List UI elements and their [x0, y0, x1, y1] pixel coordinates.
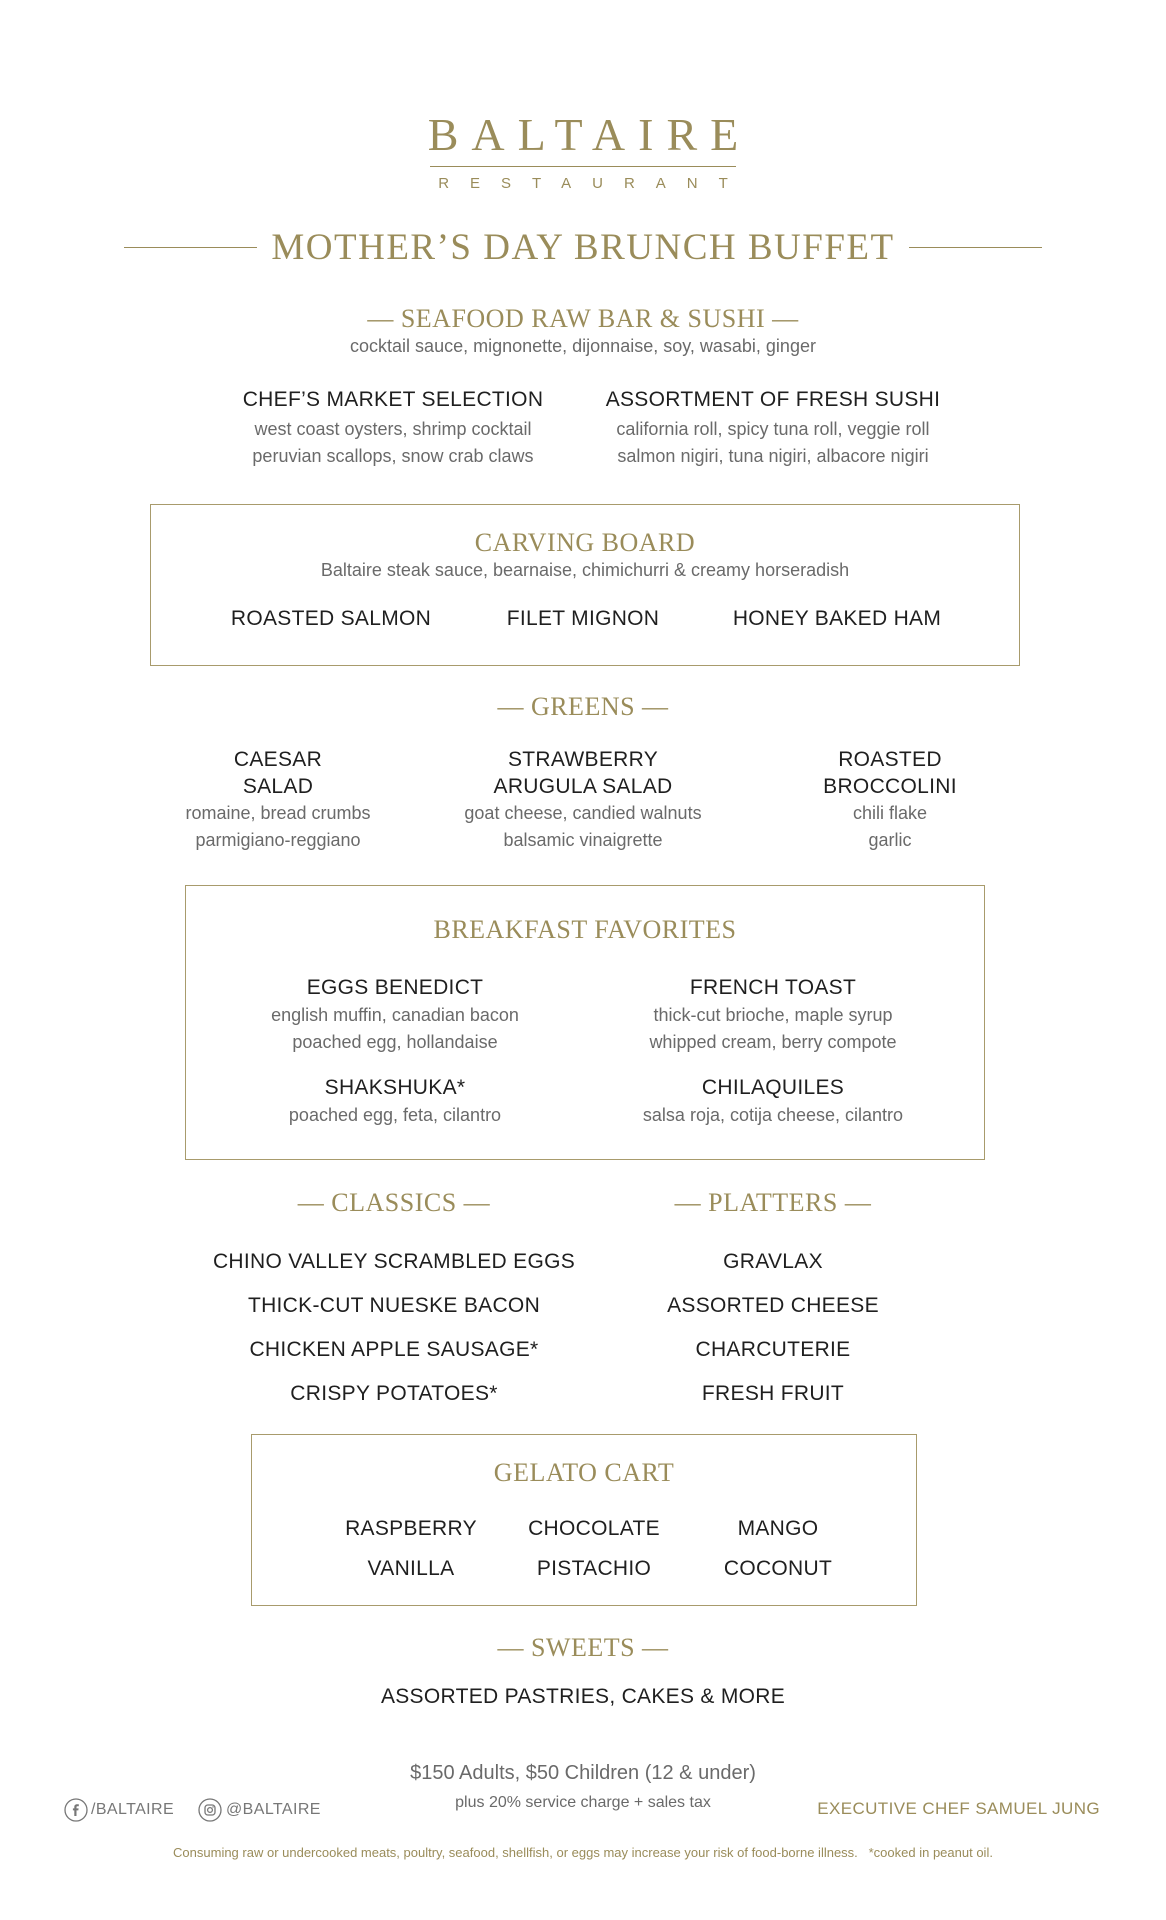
item-name: EGGS BENEDICT [306, 976, 484, 999]
title-rule-left [124, 247, 257, 248]
section-title-classics: — CLASSICS — [297, 1188, 491, 1217]
seafood-column-market [213, 388, 573, 470]
greens-item-caesar [128, 746, 428, 854]
instagram-link[interactable]: @BALTAIRE [226, 1801, 321, 1818]
item-description: west coast oysters, shrimp cocktail [254, 419, 532, 439]
item-description: poached egg, feta, cilantro [288, 1105, 502, 1125]
item-name: CHILAQUILES [701, 1076, 845, 1099]
classics-item: CRISPY POTATOES* [290, 1382, 498, 1405]
platters-item: CHARCUTERIE [695, 1338, 851, 1361]
health-disclaimer: Consuming raw or undercooked meats, poultry, seafood, shellfish, or eggs may increase your risk of food-borne illness. *cooked in peanut oil. [173, 1845, 993, 1860]
breakfast-item-french-toast [608, 974, 938, 1056]
item-name: ASSORTMENT OF FRESH SUSHI [605, 388, 941, 411]
section-title-sweets: — SWEETS — [497, 1633, 669, 1662]
gelato-flavor: CHOCOLATE [528, 1517, 660, 1540]
gelato-flavor: COCONUT [723, 1557, 833, 1580]
item-name: STRAWBERRY [507, 748, 659, 771]
service-charge-note: plus 20% service charge + sales tax [455, 1794, 711, 1811]
platters-item: FRESH FRUIT [701, 1382, 845, 1405]
gelato-flavor: VANILLA [367, 1557, 455, 1580]
item-description: parmigiano-reggiano [195, 830, 361, 850]
sweets-section [0, 1633, 1166, 1709]
item-description: goat cheese, candied walnuts [464, 803, 702, 823]
carving-board-section [150, 528, 1020, 581]
greens-item-broccolini [740, 746, 1040, 854]
item-description: balsamic vinaigrette [503, 830, 663, 850]
seafood-section [0, 304, 1166, 357]
item-description: whipped cream, berry compote [649, 1032, 897, 1052]
breakfast-section [185, 915, 985, 945]
section-title-breakfast: BREAKFAST FAVORITES [433, 915, 737, 944]
menu-title: MOTHER’S DAY BRUNCH BUFFET [271, 226, 895, 268]
facebook-link[interactable]: /BALTAIRE [91, 1801, 175, 1818]
section-title-carving: CARVING BOARD [474, 528, 696, 557]
price-text: $150 Adults, $50 Children (12 & under) [410, 1762, 756, 1784]
greens-section [0, 692, 1166, 722]
item-description: salmon nigiri, tuna nigiri, albacore nigiri [617, 446, 929, 466]
item-description: poached egg, hollandaise [292, 1032, 498, 1052]
item-name: ROASTED [838, 748, 942, 771]
seafood-sauces: cocktail sauce, mignonette, dijonnaise, soy, wasabi, ginger [350, 336, 816, 356]
item-name: ARUGULA SALAD [493, 775, 673, 798]
item-name: SHAKSHUKA* [324, 1076, 466, 1099]
platters-item: ASSORTED CHEESE [667, 1294, 879, 1317]
carving-item: HONEY BAKED HAM [732, 607, 942, 630]
item-name: BROCCOLINI [823, 775, 957, 798]
logo-divider [430, 166, 736, 167]
logo-subtitle: RESTAURANT [438, 175, 749, 192]
item-description: thick-cut brioche, maple syrup [653, 1005, 893, 1025]
breakfast-item-shakshuka [230, 1074, 560, 1129]
greens-item-strawberry [428, 746, 738, 854]
item-description: california roll, spicy tuna roll, veggie roll [616, 419, 930, 439]
instagram-icon[interactable] [198, 1798, 222, 1822]
carving-sauces: Baltaire steak sauce, bearnaise, chimichurri & creamy horseradish [320, 560, 850, 580]
item-description: english muffin, canadian bacon [271, 1005, 519, 1025]
logo-name: BALTAIRE [427, 109, 752, 160]
item-name: CAESAR [233, 748, 323, 771]
classics-item: CHINO VALLEY SCRAMBLED EGGS [212, 1250, 576, 1273]
section-title-seafood: — SEAFOOD RAW BAR & SUSHI — [367, 304, 799, 333]
platters-section [618, 1188, 928, 1416]
classics-item: THICK-CUT NUESKE BACON [247, 1294, 541, 1317]
breakfast-item-eggs-benedict [230, 974, 560, 1056]
section-title-gelato: GELATO CART [493, 1458, 675, 1487]
item-name: CHEF’S MARKET SELECTION [242, 388, 544, 411]
social-links [64, 1797, 321, 1823]
breakfast-item-chilaquiles [608, 1074, 938, 1129]
platters-item: GRAVLAX [723, 1250, 823, 1273]
section-title-greens: — GREENS — [497, 692, 669, 721]
item-description: peruvian scallops, snow crab claws [252, 446, 534, 466]
carving-item: FILET MIGNON [506, 607, 660, 630]
restaurant-logo [0, 109, 1166, 192]
item-description: chili flake [852, 803, 928, 823]
item-description: romaine, bread crumbs [185, 803, 371, 823]
classics-section [194, 1188, 594, 1416]
menu-title-row [124, 222, 1042, 272]
item-description: salsa roja, cotija cheese, cilantro [642, 1105, 904, 1125]
item-name: FRENCH TOAST [689, 976, 857, 999]
seafood-column-sushi [578, 388, 968, 470]
item-description: garlic [868, 830, 912, 850]
gelato-flavor: PISTACHIO [536, 1557, 652, 1580]
facebook-icon[interactable] [64, 1798, 88, 1822]
classics-item: CHICKEN APPLE SAUSAGE* [249, 1338, 539, 1361]
gelato-flavor: MANGO [737, 1517, 819, 1540]
item-name: SALAD [242, 775, 314, 798]
sweets-item: ASSORTED PASTRIES, CAKES & MORE [380, 1685, 786, 1708]
executive-chef: EXECUTIVE CHEF SAMUEL JUNG [817, 1799, 1100, 1818]
gelato-flavor: RASPBERRY [345, 1517, 477, 1540]
gelato-section [251, 1458, 917, 1488]
section-title-platters: — PLATTERS — [674, 1188, 872, 1217]
pricing [333, 1762, 833, 1812]
title-rule-right [909, 247, 1042, 248]
carving-item: ROASTED SALMON [230, 607, 432, 630]
